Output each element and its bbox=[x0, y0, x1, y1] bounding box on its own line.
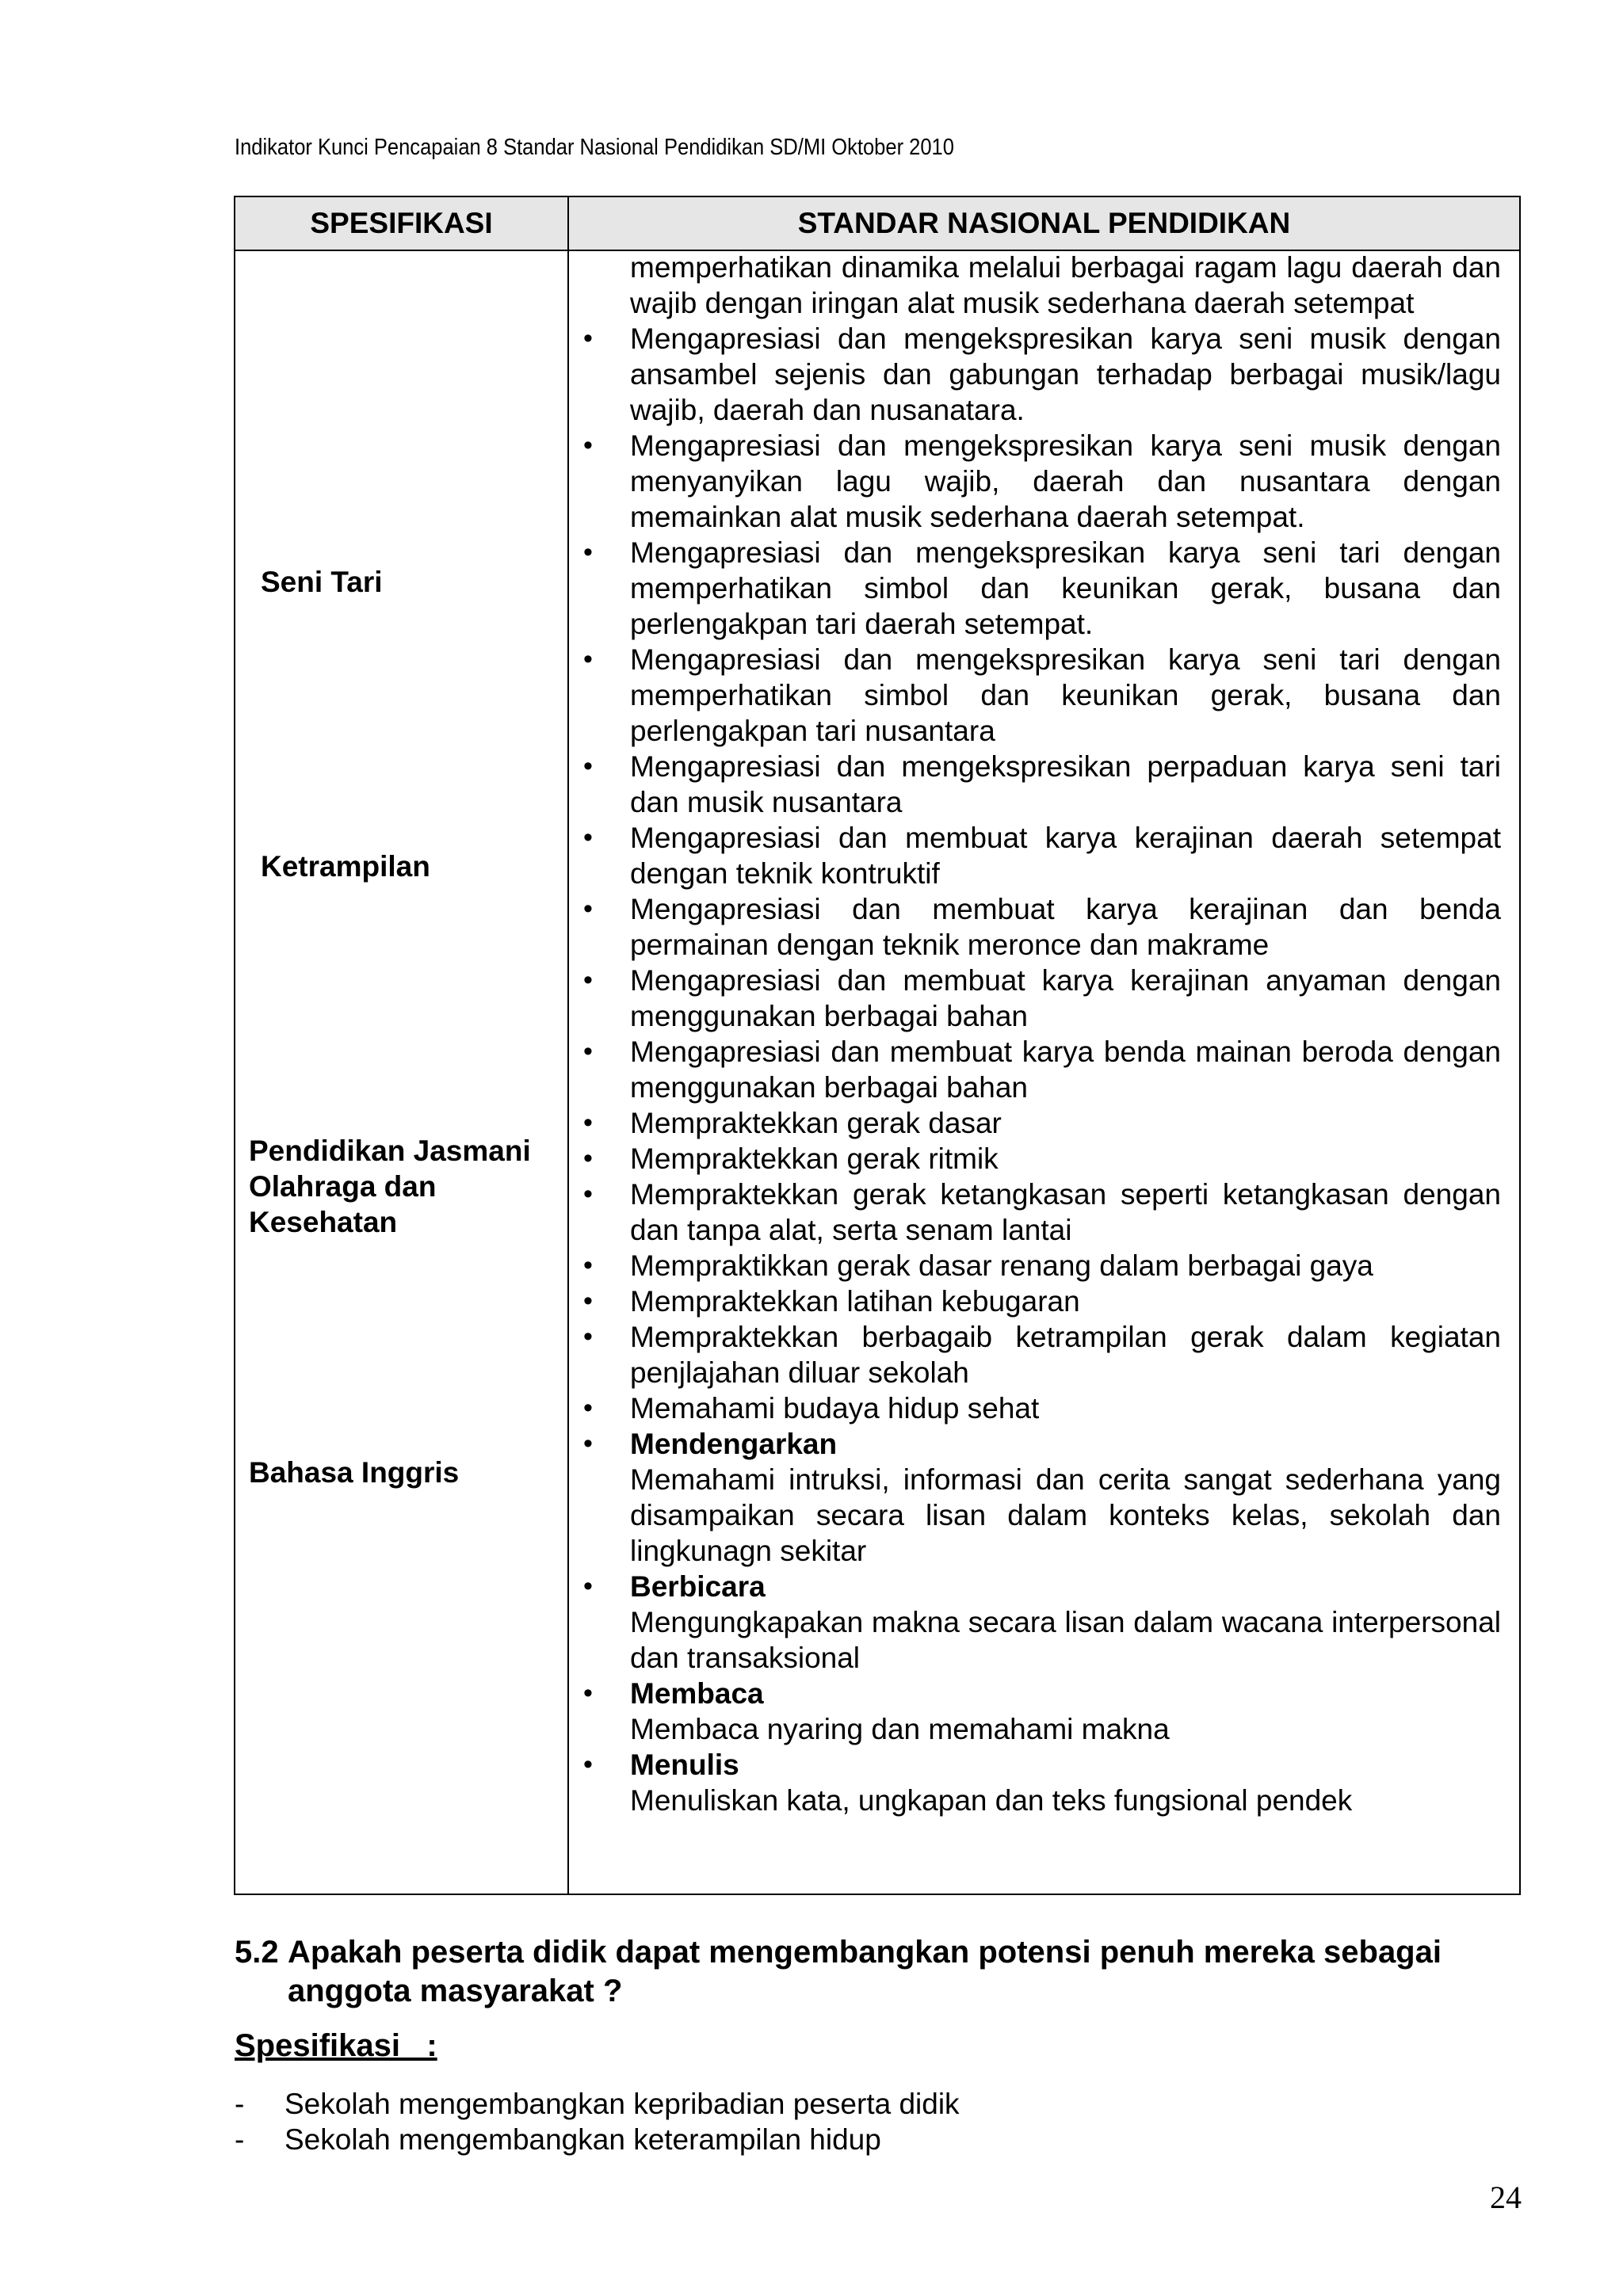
list-item: • Mengapresiasi dan membuat karya benda mainan beroda dengan menggunakan berbagai bahan bbox=[630, 1034, 1501, 1105]
spesifikasi-label: Spesifikasi : bbox=[235, 2028, 437, 2063]
list-item: • Mengapresiasi dan mengekspresikan karya seni tari dengan memperhatikan simbol dan keunikan gerak, busana dan perlengakpan tari nusantara bbox=[630, 642, 1501, 749]
spec-penjas-line3: Kesehatan bbox=[249, 1206, 398, 1238]
section-number: 5.2 bbox=[235, 1935, 279, 1970]
list-item: • Mengapresiasi dan membuat karya kerajinan dan benda permainan dengan teknik meronce dan makrame bbox=[630, 891, 1501, 963]
list-item: • Mempraktekkan gerak dasar bbox=[630, 1105, 1501, 1141]
list-item: • Mengapresiasi dan mengekspresikan perpaduan karya seni tari dan musik nusantara bbox=[630, 749, 1501, 820]
english-item-text: Membaca nyaring dan memahami makna bbox=[630, 1713, 1170, 1745]
section-title-line2: anggota masyarakat ? bbox=[288, 1974, 623, 2008]
section-title bbox=[235, 1933, 1526, 2011]
list-item: • Mempraktekkan gerak ritmik bbox=[630, 1141, 1501, 1177]
english-item-title: • Membaca bbox=[630, 1677, 764, 1710]
list-item: • Mempraktikkan gerak dasar renang dalam berbagai gaya bbox=[630, 1248, 1501, 1283]
section-title-line1: Apakah peserta didik dapat mengembangkan potensi penuh mereka sebagai bbox=[288, 1935, 1442, 1970]
list-item: • Memahami budaya hidup sehat bbox=[630, 1390, 1501, 1426]
list-item: • Mengapresiasi dan mengekspresikan karya seni musik dengan menyanyikan lagu wajib, daerah dan nusantara dengan memainkan alat musik sederhana daerah setempat. bbox=[630, 428, 1501, 535]
table-header-row bbox=[235, 197, 1519, 251]
spec-penjas bbox=[249, 1133, 531, 1240]
english-item-writing bbox=[630, 1747, 1501, 1818]
list-item: • Mempraktekkan latihan kebugaran bbox=[630, 1283, 1501, 1319]
page-number: 24 bbox=[1490, 2180, 1522, 2215]
list-item: - Sekolah mengembangkan kepribadian peserta didik bbox=[235, 2086, 960, 2122]
list-item: • Mengapresiasi dan membuat karya kerajinan anyaman dengan menggunakan berbagai bahan bbox=[630, 963, 1501, 1034]
list-item: - Sekolah mengembangkan keterampilan hidup bbox=[235, 2122, 960, 2157]
list-item: • Mempraktekkan berbagaib ketrampilan gerak dalam kegiatan penjlajahan diluar sekolah bbox=[630, 1319, 1501, 1390]
english-item-text: Memahami intruksi, informasi dan cerita sangat sederhana yang disampaikan secara lisan dalam konteks kelas, sekolah dan lingkunagn sekitar bbox=[630, 1463, 1501, 1567]
english-item-title: • Menulis bbox=[630, 1749, 739, 1781]
list-item: • Mengapresiasi dan mengekspresikan karya seni tari dengan memperhatikan simbol dan keunikan gerak, busana dan perlengakpan tari daerah setempat. bbox=[630, 535, 1501, 642]
page-header: Indikator Kunci Pencapaian 8 Standar Nasional Pendidikan SD/MI Oktober 2010 bbox=[235, 135, 954, 160]
list-item: • Mempraktekkan gerak ketangkasan seperti ketangkasan dengan dan tanpa alat, serta senam lantai bbox=[630, 1177, 1501, 1248]
column-header-standar: STANDAR NASIONAL PENDIDIKAN bbox=[797, 207, 1291, 239]
spec-penjas-line2: Olahraga dan bbox=[249, 1170, 437, 1203]
english-item-title: • Mendengarkan bbox=[630, 1428, 838, 1460]
list-item: • Mengapresiasi dan mengekspresikan karya seni musik dengan ansambel sejenis dan gabungan terhadap berbagai musik/lagu wajib, daerah dan nusanatara. bbox=[630, 321, 1501, 428]
column-header-spesifikasi: SPESIFIKASI bbox=[310, 207, 493, 239]
english-item-text: Menuliskan kata, ungkapan dan teks fungsional pendek bbox=[630, 1784, 1353, 1817]
english-item-listening bbox=[630, 1426, 1501, 1569]
standards-list bbox=[630, 250, 1501, 1818]
english-item-reading bbox=[630, 1676, 1501, 1747]
english-item-title: • Berbicara bbox=[630, 1570, 766, 1603]
spec-penjas-line1: Pendidikan Jasmani bbox=[249, 1135, 531, 1167]
spec-seni-tari: Seni Tari bbox=[261, 566, 383, 598]
spesifikasi-list bbox=[235, 2086, 960, 2157]
english-item-speaking bbox=[630, 1569, 1501, 1676]
spec-ketrampilan: Ketrampilan bbox=[261, 850, 430, 883]
standards-table bbox=[234, 196, 1521, 1895]
list-item: • Mengapresiasi dan membuat karya kerajinan daerah setempat dengan teknik kontruktif bbox=[630, 820, 1501, 891]
english-item-text: Mengungkapakan makna secara lisan dalam wacana interpersonal dan transaksional bbox=[630, 1606, 1501, 1674]
list-item-continued: memperhatikan dinamika melalui berbagai ragam lagu daerah dan wajib dengan iringan alat musik sederhana daerah setempat bbox=[630, 251, 1501, 319]
spec-bahasa-inggris: Bahasa Inggris bbox=[249, 1456, 460, 1489]
column-divider bbox=[567, 197, 569, 1894]
